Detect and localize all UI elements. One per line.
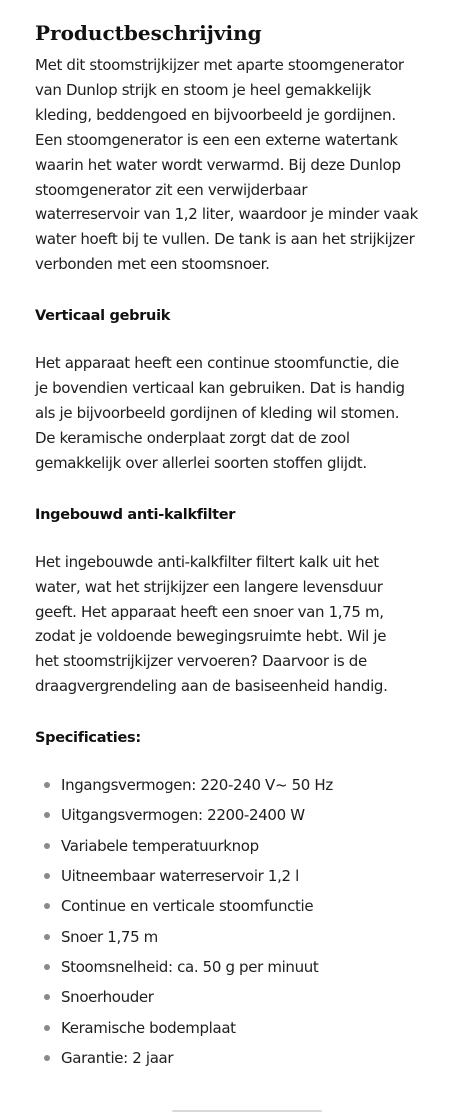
list-item <box>35 1013 467 1043</box>
intro-paragraph: Met dit stoomstrijkijzer met aparte stoomgenerator van Dunlop strijk en stoom je heel gemakkelijk kleding, beddengoed en bijvoorbeeld je gordijnen. Een stoomgenerator is een een externe watertank waarin het water wordt verwarmd. Bij deze Dunlop stoomgenerator zit een verwijderbaar waterreservoir van 1,2 liter, waardoor je minder vaak water hoeft bij te vullen. De tank is aan het strijkijzer verbonden met een stoomsnoer. <box>35 56 418 274</box>
list-item <box>35 1043 467 1073</box>
spec-text: Stoomsnelheid: ca. 50 g per minuut <box>61 957 319 976</box>
spacer <box>35 750 467 770</box>
bullet-icon <box>44 1055 50 1061</box>
spec-text: Uitgangsvermogen: 2200-2400 W <box>61 806 305 825</box>
spec-text: Snoer 1,75 m <box>61 927 158 946</box>
bullet-icon <box>44 994 50 1000</box>
section-heading-vertical-use: Verticaal gebruik <box>35 308 171 325</box>
bullet-icon <box>44 843 50 849</box>
list-item <box>35 922 467 952</box>
bullet-icon <box>44 903 50 909</box>
spec-text: Uitneembaar waterreservoir 1,2 l <box>61 867 299 886</box>
spec-text: Variabele temperatuurknop <box>61 836 259 855</box>
product-description <box>35 0 467 1073</box>
spec-text: Snoerhouder <box>61 988 154 1007</box>
section-heading-anti-scale-filter: Ingebouwd anti-kalkfilter <box>35 506 236 523</box>
bullet-icon <box>44 1025 50 1031</box>
bullet-icon <box>44 873 50 879</box>
list-item <box>35 800 467 830</box>
section-body-vertical-use: Het apparaat heeft een continue stoomfunctie, die je bovendien verticaal kan gebruiken. Dat is handig als je bijvoorbeeld gordijnen of kleding wil stomen. De keramische onderplaat zorgt dat de zool gemakkelijk over allerlei soorten stoffen glijdt. <box>35 354 405 472</box>
list-item <box>35 831 467 861</box>
spec-text: Continue en verticale stoomfunctie <box>61 897 314 916</box>
spec-text: Ingangsvermogen: 220-240 V~ 50 Hz <box>61 776 333 795</box>
bullet-icon <box>44 812 50 818</box>
bullet-icon <box>44 782 50 788</box>
list-item <box>35 891 467 921</box>
list-item <box>35 982 467 1012</box>
spacer <box>35 476 467 503</box>
section-body-anti-scale-filter: Het ingebouwde anti-kalkfilter filtert kalk uit het water, wat het strijkijzer een langere levensduur geeft. Het apparaat heeft een snoer van 1,75 m, zodat je voldoende bewegingsruimte hebt. Wil je het stoomstrijkijzer vervoeren? Daarvoor is de draagvergrendeling aan de basiseenheid handig. <box>35 552 388 696</box>
list-item <box>35 861 467 891</box>
bullet-icon <box>44 934 50 940</box>
spec-text: Keramische bodemplaat <box>61 1018 236 1037</box>
specs-list <box>35 770 467 1073</box>
bullet-icon <box>44 964 50 970</box>
specs-heading: Specificaties: <box>35 730 141 747</box>
spacer <box>35 277 467 304</box>
list-item <box>35 770 467 800</box>
page-title: Productbeschrijving <box>35 21 262 45</box>
spacer <box>35 328 467 351</box>
scroll-indicator <box>172 1110 322 1112</box>
spec-text: Garantie: 2 jaar <box>61 1048 174 1067</box>
spacer <box>35 699 467 726</box>
list-item <box>35 952 467 982</box>
spacer <box>35 527 467 550</box>
